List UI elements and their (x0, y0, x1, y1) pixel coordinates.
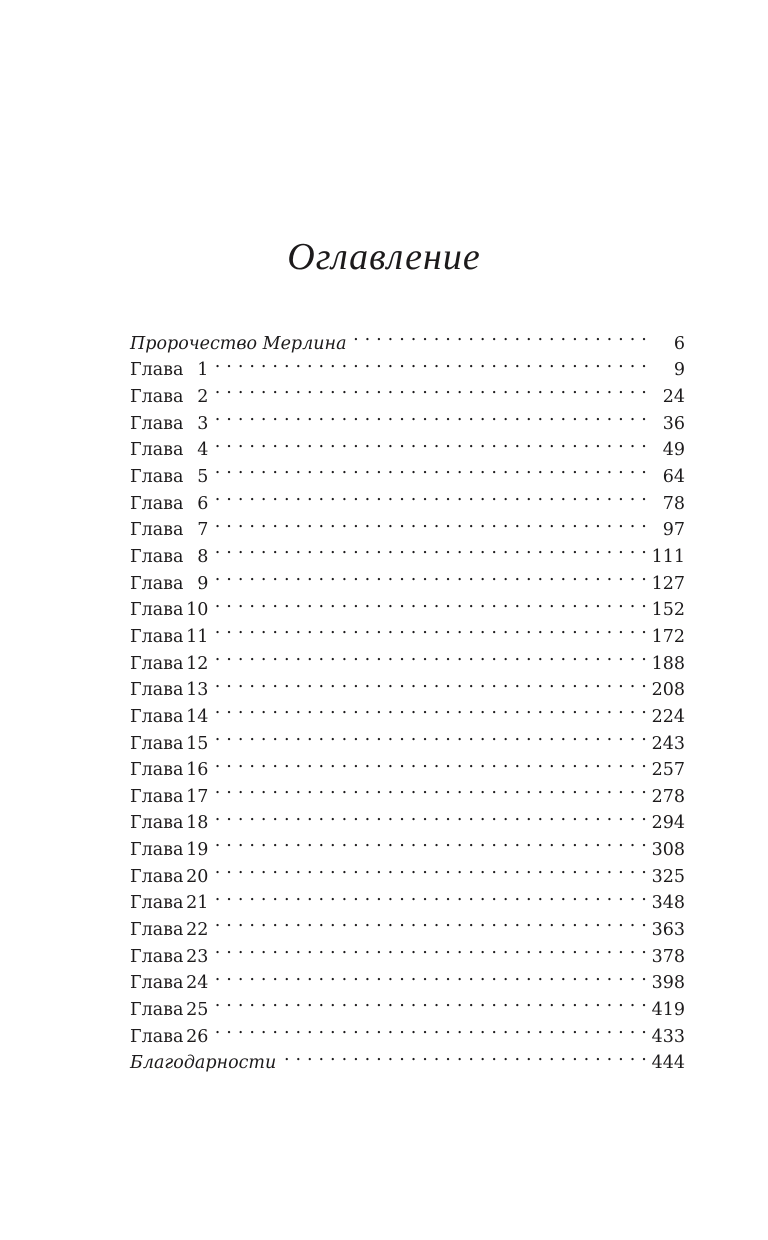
chapter-word: Глава (130, 920, 184, 941)
chapter-number: 1 (197, 360, 209, 381)
page-number: 433 (651, 1026, 685, 1047)
toc-entry-label (130, 704, 208, 731)
page-number: 9 (673, 360, 685, 381)
dot-leader (214, 349, 647, 376)
chapter-word: Глава (130, 493, 184, 514)
chapter-number: 25 (186, 1000, 209, 1021)
toc-entry-label (130, 357, 208, 384)
toc-entry-label (130, 784, 208, 811)
page-number: 294 (651, 813, 685, 834)
chapter-number: 24 (186, 973, 209, 994)
page-number: 348 (651, 893, 685, 914)
toc-entry-title: Пророчество Мерлина (130, 333, 347, 354)
chapter-number: 6 (197, 493, 209, 514)
toc-entry-label (130, 571, 208, 598)
toc-entry (130, 429, 685, 461)
toc-entry-label (130, 864, 208, 891)
dot-leader (214, 562, 647, 589)
chapter-number: 14 (186, 706, 209, 727)
page-number: 127 (651, 573, 685, 594)
chapter-word: Глава (130, 706, 184, 727)
chapter-word: Глава (130, 893, 184, 914)
toc-entry (130, 375, 685, 407)
toc-entry-label (130, 384, 208, 411)
chapter-word: Глава (130, 840, 184, 861)
page-title: Оглавление (287, 236, 481, 278)
toc-entry (130, 562, 685, 594)
toc-entry (130, 908, 685, 941)
dot-leader (214, 1015, 647, 1042)
chapter-number: 10 (186, 600, 209, 621)
toc-entry (130, 669, 685, 701)
chapter-number: 2 (197, 386, 209, 407)
chapter-word: Глава (130, 786, 184, 807)
dot-leader (214, 535, 647, 562)
page-number: 152 (651, 600, 685, 621)
toc-entry (130, 615, 685, 647)
dot-leader (214, 509, 647, 536)
toc-entry-label (130, 624, 208, 651)
dot-leader (214, 589, 647, 616)
page-number: 243 (651, 733, 685, 754)
toc-entry-label (130, 517, 208, 544)
toc-entry-label (130, 411, 208, 438)
toc-entry (130, 802, 685, 834)
toc-entry-label (130, 464, 208, 491)
page-number: 188 (651, 653, 685, 674)
chapter-word: Глава (130, 546, 184, 567)
toc-entry (130, 855, 685, 887)
toc-entry (130, 935, 685, 967)
dot-leader (214, 935, 647, 962)
toc-entry (130, 1015, 685, 1047)
page-number: 208 (651, 680, 685, 701)
chapter-word: Глава (130, 360, 184, 381)
chapter-word: Глава (130, 973, 184, 994)
toc-entry (130, 695, 685, 727)
chapter-number: 12 (186, 653, 209, 674)
toc-entry-label (130, 757, 208, 784)
toc-entry (130, 988, 685, 1021)
page-number: 111 (651, 546, 685, 567)
toc-entry (130, 509, 685, 541)
toc-entry-label (130, 890, 208, 917)
chapter-number: 11 (186, 626, 209, 647)
dot-leader (214, 375, 647, 402)
chapter-number: 22 (186, 920, 209, 941)
dot-leader (214, 882, 647, 909)
page-number: 325 (651, 866, 685, 887)
toc-entry (130, 455, 685, 487)
chapter-word: Глава (130, 413, 184, 434)
chapter-number: 7 (197, 520, 209, 541)
dot-leader (353, 322, 647, 349)
page-number: 78 (662, 493, 685, 514)
dot-leader (214, 988, 647, 1015)
dot-leader (214, 855, 647, 882)
chapter-word: Глава (130, 866, 184, 887)
toc-entry-title: Благодарности (130, 1053, 277, 1074)
chapter-number: 18 (186, 813, 209, 834)
page-number: 363 (651, 920, 685, 941)
toc-entry (130, 482, 685, 514)
page-number: 97 (662, 520, 685, 541)
page-number: 308 (651, 840, 685, 861)
chapter-word: Глава (130, 733, 184, 754)
toc-entry-label (130, 837, 208, 864)
dot-leader (214, 749, 647, 776)
dot-leader (214, 429, 647, 456)
toc-entry-label (130, 810, 208, 837)
page-number: 257 (651, 760, 685, 781)
chapter-number: 26 (186, 1026, 209, 1047)
chapter-word: Глава (130, 466, 184, 487)
chapter-word: Глава (130, 946, 184, 967)
page-number: 224 (651, 706, 685, 727)
page-number: 444 (651, 1053, 685, 1074)
page-number: 278 (651, 786, 685, 807)
chapter-word: Глава (130, 573, 184, 594)
dot-leader (214, 642, 647, 669)
toc-entry-label (130, 997, 208, 1024)
chapter-number: 16 (186, 760, 209, 781)
page-number: 172 (651, 626, 685, 647)
chapter-number: 13 (186, 680, 209, 701)
chapter-word: Глава (130, 386, 184, 407)
toc-entry-label (130, 597, 208, 624)
chapter-number: 23 (186, 946, 209, 967)
chapter-number: 9 (197, 573, 209, 594)
toc-entry (130, 402, 685, 434)
page-number: 36 (662, 413, 685, 434)
dot-leader (214, 775, 647, 802)
toc-entry (130, 535, 685, 567)
page-number: 6 (673, 333, 685, 354)
toc-entry (130, 589, 685, 621)
dot-leader (214, 802, 647, 829)
chapter-number: 5 (197, 466, 209, 487)
dot-leader (214, 908, 647, 935)
dot-leader (214, 695, 647, 722)
page-number: 419 (651, 1000, 685, 1021)
dot-leader (214, 828, 647, 855)
chapter-number: 20 (186, 866, 209, 887)
chapter-word: Глава (130, 813, 184, 834)
toc-entry-label (130, 651, 208, 678)
toc-entry-label (130, 437, 208, 464)
dot-leader (214, 615, 647, 642)
chapter-word: Глава (130, 440, 184, 461)
dot-leader (214, 482, 647, 509)
dot-leader (214, 669, 647, 696)
toc-entry (130, 962, 685, 994)
dot-leader (214, 455, 647, 482)
dot-leader (214, 402, 647, 429)
toc-entry-label (130, 677, 208, 704)
dot-leader (282, 1042, 647, 1069)
toc-entry-label (130, 1050, 276, 1077)
toc-entry (130, 749, 685, 781)
toc-entry-label (130, 731, 208, 758)
dot-leader (214, 722, 647, 749)
toc-entry (130, 775, 685, 807)
toc-entry-label (130, 944, 208, 971)
dot-leader (214, 962, 647, 989)
toc-entry (130, 322, 685, 354)
chapter-number: 3 (197, 413, 209, 434)
chapter-number: 21 (186, 893, 209, 914)
page-number: 24 (662, 386, 685, 407)
toc-entry-label (130, 970, 208, 997)
chapter-number: 8 (197, 546, 209, 567)
chapter-word: Глава (130, 626, 184, 647)
chapter-word: Глава (130, 760, 184, 781)
chapter-number: 19 (186, 840, 209, 861)
chapter-number: 4 (197, 440, 209, 461)
page-number: 378 (651, 946, 685, 967)
toc-entry (130, 642, 685, 674)
toc-entry (130, 828, 685, 861)
page-number: 64 (662, 466, 685, 487)
chapter-word: Глава (130, 680, 184, 701)
toc-list (130, 322, 685, 1074)
toc-entry (130, 722, 685, 754)
chapter-word: Глава (130, 1000, 184, 1021)
toc-entry-label (130, 491, 208, 518)
chapter-number: 15 (186, 733, 209, 754)
toc-entry-label (130, 917, 208, 944)
toc-entry-label (130, 1024, 208, 1051)
page-number: 398 (651, 973, 685, 994)
chapter-word: Глава (130, 520, 184, 541)
chapter-word: Глава (130, 653, 184, 674)
toc-entry (130, 1042, 685, 1074)
toc-entry-label (130, 544, 208, 571)
chapter-number: 17 (186, 786, 209, 807)
page-number: 49 (662, 440, 685, 461)
toc-entry (130, 882, 685, 914)
chapter-word: Глава (130, 1026, 184, 1047)
chapter-word: Глава (130, 600, 184, 621)
